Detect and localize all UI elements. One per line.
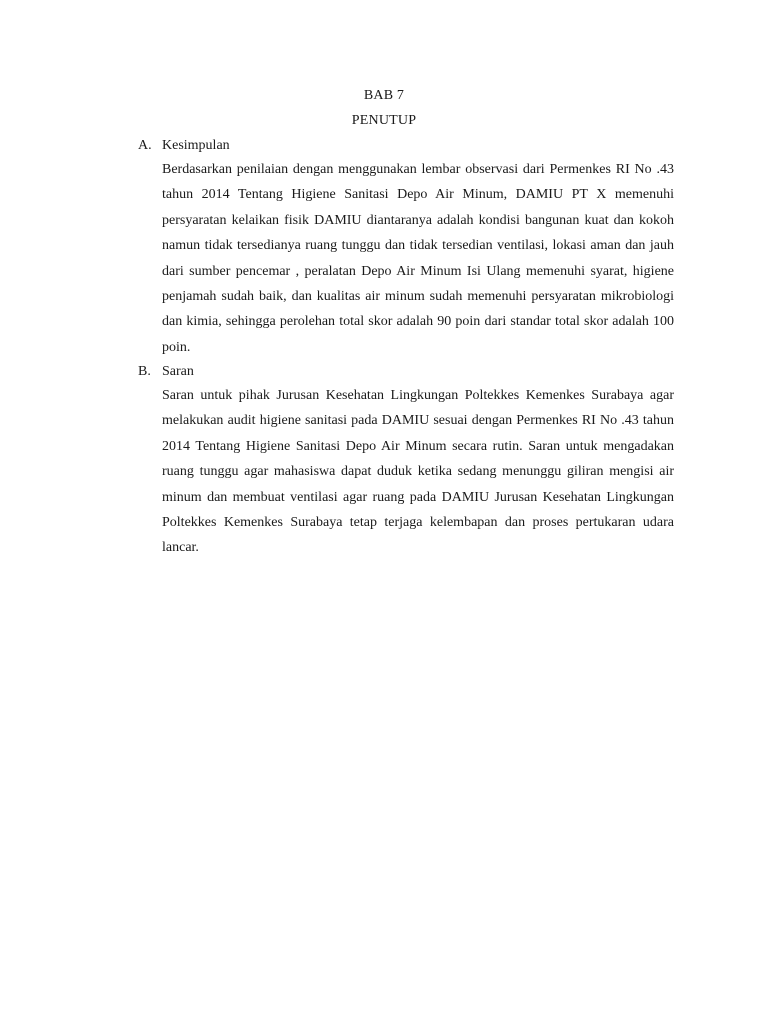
- section-heading-label: Kesimpulan: [162, 138, 230, 153]
- section-heading: [138, 136, 674, 156]
- chapter-title: PENUTUP: [351, 113, 417, 128]
- section-heading-label: Saran: [162, 364, 194, 379]
- section-suggestion: [138, 362, 674, 561]
- chapter-number: BAB 7: [363, 88, 405, 103]
- section-letter: A.: [138, 138, 152, 153]
- section-conclusion: [138, 136, 674, 360]
- section-paragraph: Berdasarkan penilaian dengan menggunakan lembar observasi dari Permenkes RI No .43 tahun 2014 Tentang Higiene Sanitasi Depo Air Minum, DAMIU PT X memenuhi persyaratan kelaikan fisik DAMIU diantaranya adalah kondisi bangunan kuat dan kokoh namun tidak tersedianya ruang tunggu dan tidak tersedian ventilasi, lokasi aman dan jauh dari sumber pencemar , peralatan Depo Air Minum Isi Ulang memenuhi syarat, higiene penjamah sudah baik, dan kualitas air minum sudah memenuhi persyaratan mikrobiologi dan kimia, sehingga perolehan total skor adalah 90 poin dari standar total skor adalah 100 poin.: [162, 162, 674, 355]
- section-heading: [138, 362, 674, 382]
- section-letter: B.: [138, 364, 151, 379]
- section-paragraph: Saran untuk pihak Jurusan Kesehatan Lingkungan Poltekkes Kemenkes Surabaya agar melakukan audit higiene sanitasi pada DAMIU sesuai dengan Permenkes RI No .43 tahun 2014 Tentang Higiene Sanitasi Depo Air Minum secara rutin. Saran untuk mengadakan ruang tunggu agar mahasiswa dapat duduk ketika sedang menunggu giliran mengisi air minum dan membuat ventilasi agar ruang pada DAMIU Jurusan Kesehatan Lingkungan Poltekkes Kemenkes Surabaya tetap terjaga kelembapan dan proses pertukaran udara lancar.: [162, 388, 674, 556]
